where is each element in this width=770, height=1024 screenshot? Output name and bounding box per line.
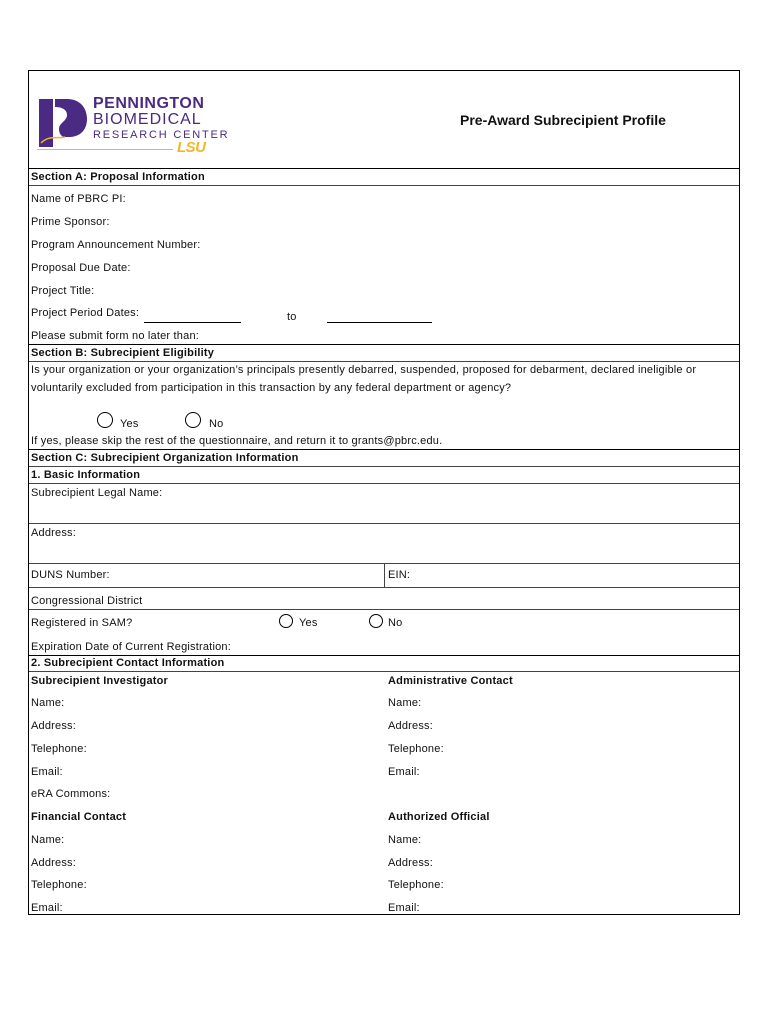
sam-yes-label: Yes	[299, 617, 318, 629]
divider	[29, 609, 739, 610]
administrative-email-label: Email:	[388, 766, 420, 778]
expiration-label: Expiration Date of Current Registration:	[31, 641, 231, 653]
investigator-address-label: Address:	[31, 720, 77, 732]
logo-gold-rule	[37, 149, 173, 150]
logo-line1: PENNINGTON	[93, 95, 205, 112]
administrative-name-label: Name:	[388, 697, 422, 709]
sam-label: Registered in SAM?	[31, 617, 133, 629]
administrative-address-label: Address:	[388, 720, 434, 732]
period-end-field[interactable]	[327, 322, 432, 323]
divider	[29, 344, 739, 345]
program-announcement-label: Program Announcement Number:	[31, 239, 201, 251]
debarment-question-line1: Is your organization or your organization’s principals presently debarred, suspended, proposed for debarment, declared ineligible or	[31, 364, 697, 376]
legal-name-label: Subrecipient Legal Name:	[31, 487, 163, 499]
divider	[29, 168, 739, 169]
financial-email-label: Email:	[31, 902, 63, 914]
logo-line2: BIOMEDICAL	[93, 111, 202, 128]
investigator-telephone-label: Telephone:	[31, 743, 87, 755]
administrative-telephone-label: Telephone:	[388, 743, 444, 755]
pbrc-logo	[37, 95, 230, 159]
era-commons-label: eRA Commons:	[31, 788, 111, 800]
section-c-heading: Section C: Subrecipient Organization Information	[31, 452, 299, 464]
section-a-heading: Section A: Proposal Information	[31, 171, 205, 183]
divider	[29, 483, 739, 484]
basic-info-heading: 1. Basic Information	[31, 469, 141, 481]
authorized-telephone-label: Telephone:	[388, 879, 444, 891]
sam-no-label: No	[388, 617, 403, 629]
contact-info-heading: 2. Subrecipient Contact Information	[31, 657, 225, 669]
prime-sponsor-label: Prime Sponsor:	[31, 216, 110, 228]
section-b-heading: Section B: Subrecipient Eligibility	[31, 347, 215, 359]
debarment-yes-radio[interactable]	[97, 412, 113, 428]
administrative-heading: Administrative Contact	[388, 675, 513, 687]
investigator-email-label: Email:	[31, 766, 63, 778]
authorized-address-label: Address:	[388, 857, 434, 869]
divider	[29, 185, 739, 186]
financial-heading: Financial Contact	[31, 811, 127, 823]
financial-address-label: Address:	[31, 857, 77, 869]
page-title: Pre-Award Subrecipient Profile	[460, 112, 666, 128]
submit-by-label: Please submit form no later than:	[31, 330, 200, 342]
authorized-heading: Authorized Official	[388, 811, 490, 823]
divider	[29, 523, 739, 524]
financial-name-label: Name:	[31, 834, 65, 846]
ein-label: EIN:	[388, 569, 411, 581]
divider	[29, 671, 739, 672]
debarment-note: If yes, please skip the rest of the questionnaire, and return it to grants@pbrc.edu.	[31, 435, 443, 447]
district-label: Congressional District	[31, 595, 143, 607]
pi-name-label: Name of PBRC PI:	[31, 193, 126, 205]
authorized-email-label: Email:	[388, 902, 420, 914]
sam-yes-radio[interactable]	[279, 614, 293, 628]
investigator-heading: Subrecipient Investigator	[31, 675, 169, 687]
period-to-label: to	[287, 311, 297, 323]
profile-form	[28, 70, 740, 915]
lsu-mark: LSU	[177, 139, 206, 156]
debarment-yes-label: Yes	[120, 418, 139, 430]
debarment-question-line2: voluntarily excluded from participation in this transaction by any federal department or agency?	[31, 382, 512, 394]
sam-no-radio[interactable]	[369, 614, 383, 628]
authorized-name-label: Name:	[388, 834, 422, 846]
divider	[29, 361, 739, 362]
divider	[29, 587, 739, 588]
divider	[29, 449, 739, 450]
due-date-label: Proposal Due Date:	[31, 262, 131, 274]
logo-line3: RESEARCH CENTER	[93, 129, 230, 141]
period-start-field[interactable]	[144, 322, 241, 323]
pbrc-logo-mark	[39, 99, 87, 147]
debarment-no-radio[interactable]	[185, 412, 201, 428]
duns-label: DUNS Number:	[31, 569, 110, 581]
investigator-name-label: Name:	[31, 697, 65, 709]
project-title-label: Project Title:	[31, 285, 95, 297]
divider	[29, 655, 739, 656]
financial-telephone-label: Telephone:	[31, 879, 87, 891]
period-dates-label: Project Period Dates:	[31, 307, 140, 319]
divider	[29, 466, 739, 467]
debarment-no-label: No	[209, 418, 224, 430]
org-address-label: Address:	[31, 527, 77, 539]
duns-ein-separator	[384, 563, 385, 587]
